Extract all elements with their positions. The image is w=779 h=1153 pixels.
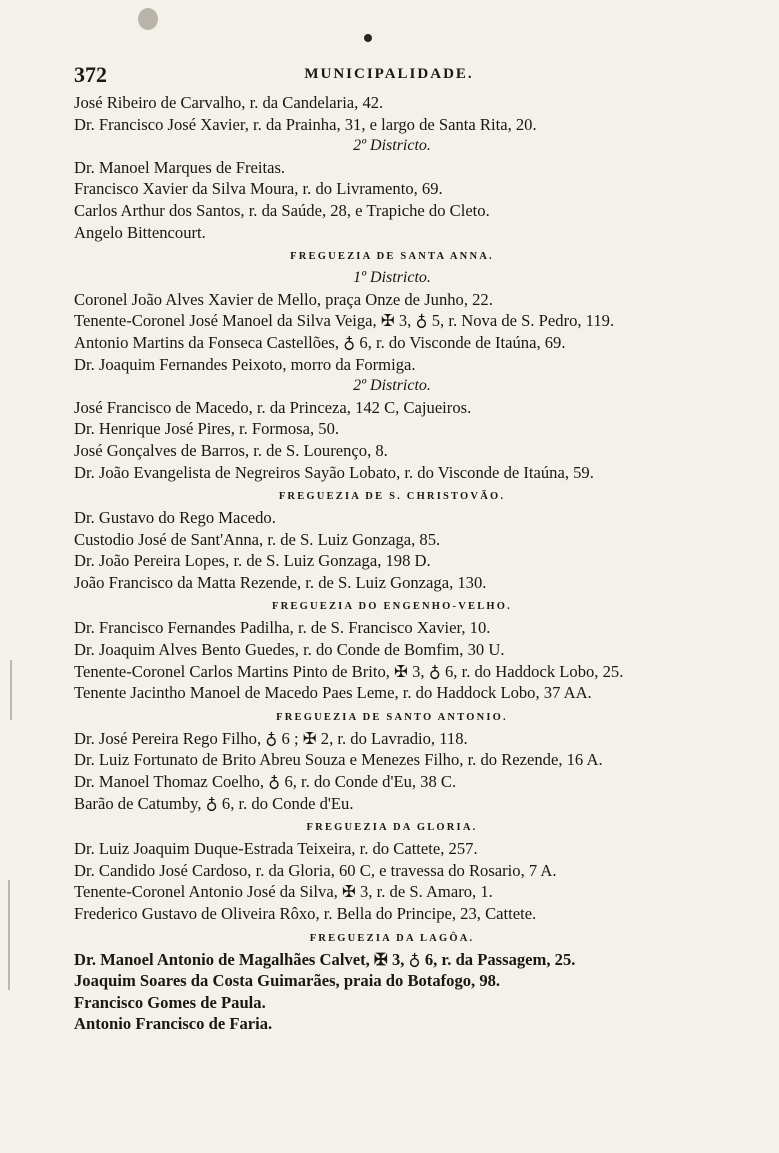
- district-heading: 1º Districto.: [353, 269, 431, 287]
- parish-heading: FREGUEZIA DE S. CHRISTOVÃO.: [278, 491, 506, 503]
- directory-entry: Frederico Gustavo de Oliveira Rôxo, r. Bella do Principe, 23, Cattete.: [74, 904, 537, 923]
- directory-entry: Dr. Francisco Fernandes Padilha, r. de S. Francisco Xavier, 10.: [74, 618, 491, 638]
- directory-entry: Dr. Joaquim Fernandes Peixoto, morro da Formiga.: [74, 354, 416, 374]
- directory-entry: Dr. Joaquim Alves Bento Guedes, r. do Conde de Bomfim, 30 U.: [74, 640, 505, 660]
- ink-blot: [364, 34, 372, 42]
- parish-heading: FREGUEZIA DO ENGENHO-VELHO.: [272, 601, 512, 613]
- directory-entry: Tenente-Coronel Antonio José da Silva, ✠ 3, r. de S. Amaro, 1.: [74, 882, 493, 902]
- district-heading: 2º Districto.: [353, 137, 431, 155]
- directory-entry: Dr. João Evangelista de Negreiros Sayão Lobato, r. do Visconde de Itaúna, 59.: [74, 462, 594, 482]
- running-title: MUNICIPALIDADE.: [304, 66, 474, 82]
- directory-entry: Dr. João Pereira Lopes, r. de S. Luiz Gonzaga, 198 D.: [74, 551, 431, 571]
- directory-entry: Dr. Francisco José Xavier, r. da Prainha, 31, e largo de Santa Rita, 20.: [74, 114, 537, 134]
- directory-entry: Tenente-Coronel José Manoel da Silva Veiga, ✠ 3, ♁ 5, r. Nova de S. Pedro, 119.: [74, 311, 615, 331]
- parish-heading: FREGUEZIA DA LAGÔA.: [309, 932, 475, 944]
- directory-entry: Joaquim Soares da Costa Guimarães, praia do Botafogo, 98.: [74, 971, 501, 991]
- directory-entry: Coronel João Alves Xavier de Mello, praça Onze de Junho, 22.: [74, 289, 493, 309]
- directory-listing: [74, 92, 710, 1035]
- directory-entry: Francisco Xavier da Silva Moura, r. do Livramento, 69.: [74, 179, 443, 199]
- directory-entry: Custodio José de Sant'Anna, r. de S. Luiz Gonzaga, 85.: [74, 529, 441, 549]
- directory-entry: Francisco Gomes de Paula.: [74, 992, 266, 1012]
- directory-entry: Dr. Gustavo do Rego Macedo.: [74, 508, 276, 528]
- directory-entry: Dr. Luiz Fortunato de Brito Abreu Souza e Menezes Filho, r. do Rezende, 16 A.: [74, 750, 603, 770]
- directory-entry: Barão de Catumby, ♁ 6, r. do Conde d'Eu.: [74, 793, 354, 813]
- directory-entry: José Ribeiro de Carvalho, r. da Candelaria, 42.: [74, 93, 384, 112]
- directory-entry: Dr. Manoel Marques de Freitas.: [74, 157, 286, 177]
- directory-entry: Antonio Francisco de Faria.: [74, 1014, 273, 1034]
- directory-entry: José Francisco de Macedo, r. da Princeza, 142 C, Cajueiros.: [74, 397, 472, 417]
- margin-artifact: [8, 880, 10, 990]
- directory-entry: Antonio Martins da Fonseca Castellões, ♁ 6, r. do Visconde de Itaúna, 69.: [74, 332, 566, 352]
- directory-entry: Angelo Bittencourt.: [74, 222, 206, 242]
- directory-entry: Tenente Jacintho Manoel de Macedo Paes Leme, r. do Haddock Lobo, 37 AA.: [74, 683, 592, 703]
- margin-artifact: [10, 660, 12, 720]
- directory-entry: Carlos Arthur dos Santos, r. da Saúde, 28, e Trapiche do Cleto.: [74, 200, 490, 220]
- page-number: 372: [74, 62, 107, 87]
- district-heading: 2º Districto.: [353, 377, 431, 395]
- directory-entry: Dr. Henrique José Pires, r. Formosa, 50.: [74, 419, 340, 439]
- directory-entry: João Francisco da Matta Rezende, r. de S. Luiz Gonzaga, 130.: [74, 572, 487, 592]
- directory-entry: Dr. José Pereira Rego Filho, ♁ 6 ; ✠ 2, r. do Lavradio, 118.: [74, 728, 468, 748]
- directory-entry: Dr. Manoel Antonio de Magalhães Calvet, ✠ 3, ♁ 6, r. da Passagem, 25.: [74, 949, 576, 969]
- ink-blot: [138, 8, 158, 30]
- directory-entry: Dr. Candido José Cardoso, r. da Gloria, 60 C, e travessa do Rosario, 7 A.: [74, 860, 557, 880]
- directory-entry: Dr. Luiz Joaquim Duque-Estrada Teixeira, r. do Cattete, 257.: [74, 839, 478, 859]
- parish-heading: FREGUEZIA DE SANTO ANTONIO.: [276, 711, 508, 723]
- page-header: [74, 62, 704, 88]
- directory-entry: Tenente-Coronel Carlos Martins Pinto de Brito, ✠ 3, ♁ 6, r. do Haddock Lobo, 25.: [74, 661, 624, 681]
- parish-heading: FREGUEZIA DE SANTA ANNA.: [290, 251, 494, 263]
- directory-entry: Dr. Manoel Thomaz Coelho, ♁ 6, r. do Conde d'Eu, 38 C.: [74, 772, 457, 792]
- directory-entry: José Gonçalves de Barros, r. de S. Lourenço, 8.: [74, 440, 388, 460]
- parish-heading: FREGUEZIA DA GLORIA.: [306, 822, 478, 834]
